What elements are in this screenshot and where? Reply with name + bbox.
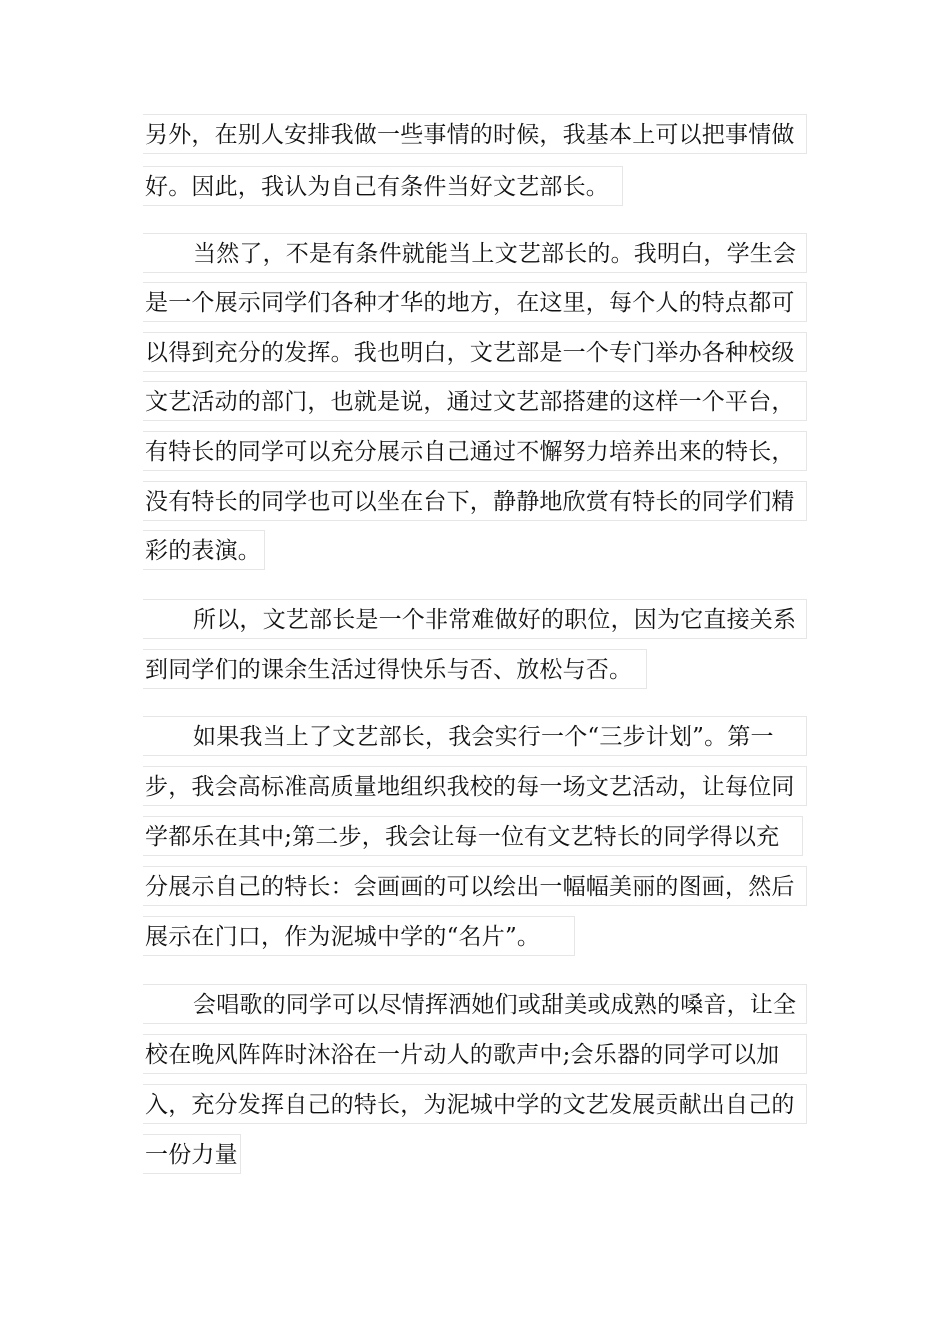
text-line: 以得到充分的发挥。我也明白，文艺部是一个专门举办各种校级	[143, 332, 807, 372]
text-line: 没有特长的同学也可以坐在台下，静静地欣赏有特长的同学们精	[143, 481, 807, 521]
text-line: 当然了，不是有条件就能当上文艺部长的。我明白，学生会	[143, 233, 807, 273]
text-line: 入，充分发挥自己的特长，为泥城中学的文艺发展贡献出自己的	[143, 1084, 807, 1124]
text-line: 如果我当上了文艺部长，我会实行一个“三步计划”。第一	[143, 716, 807, 756]
text-line: 到同学们的课余生活过得快乐与否、放松与否。	[143, 649, 647, 689]
text-line: 文艺活动的部门，也就是说，通过文艺部搭建的这样一个平台，	[143, 381, 807, 421]
text-line: 另外，在别人安排我做一些事情的时候，我基本上可以把事情做	[143, 114, 807, 154]
text-line: 好。因此，我认为自己有条件当好文艺部长。	[143, 166, 623, 206]
text-line: 有特长的同学可以充分展示自己通过不懈努力培养出来的特长，	[143, 431, 807, 471]
text-line: 一份力量	[143, 1134, 241, 1174]
text-line: 步，我会高标准高质量地组织我校的每一场文艺活动，让每位同	[143, 766, 807, 806]
text-line: 校在晚风阵阵时沐浴在一片动人的歌声中;会乐器的同学可以加	[143, 1034, 807, 1074]
text-line: 会唱歌的同学可以尽情挥洒她们或甜美或成熟的嗓音，让全	[143, 984, 807, 1024]
text-line: 彩的表演。	[143, 530, 265, 570]
text-line: 展示在门口，作为泥城中学的“名片”。	[143, 916, 575, 956]
text-line: 分展示自己的特长：会画画的可以绘出一幅幅美丽的图画，然后	[143, 866, 807, 906]
text-line: 所以，文艺部长是一个非常难做好的职位，因为它直接关系	[143, 599, 807, 639]
text-line: 学都乐在其中;第二步，我会让每一位有文艺特长的同学得以充	[143, 816, 803, 856]
text-line: 是一个展示同学们各种才华的地方，在这里，每个人的特点都可	[143, 282, 807, 322]
